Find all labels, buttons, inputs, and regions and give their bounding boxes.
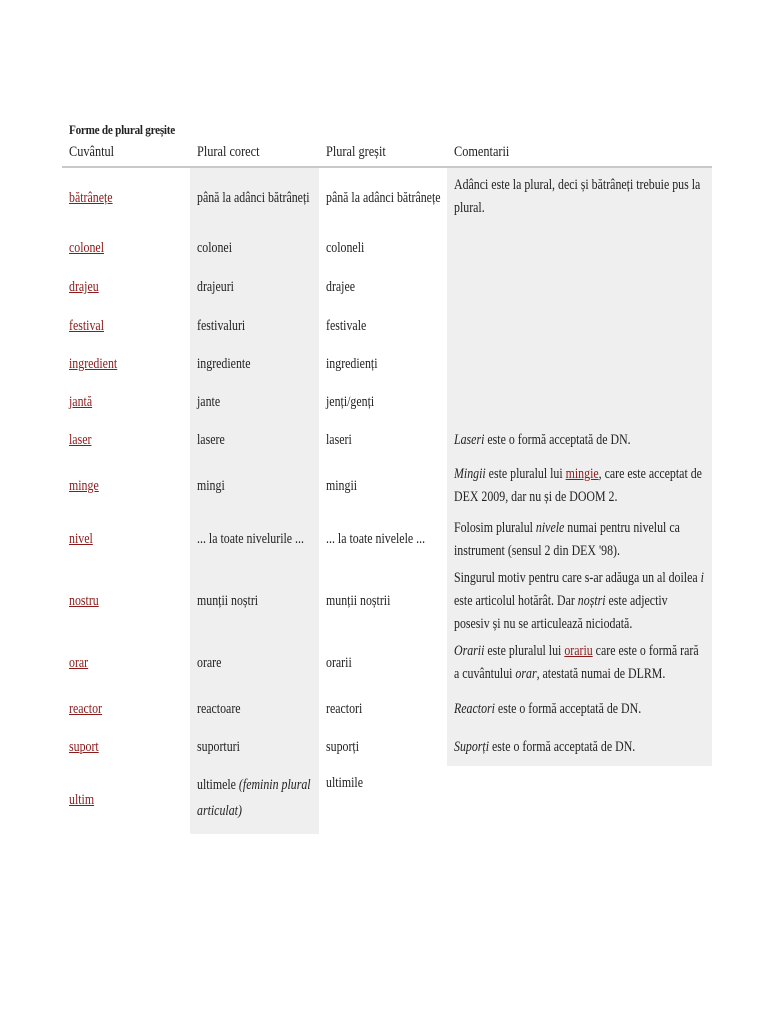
word-cell [62, 383, 190, 421]
page-content [62, 122, 712, 834]
table-row [62, 383, 712, 421]
correct-plural-cell: munții noștri [190, 566, 319, 636]
correct-plural-cell: colonei [190, 229, 319, 268]
table-row [62, 229, 712, 268]
header-comments: Comentarii [447, 140, 712, 167]
wrong-plural-cell: suporți [326, 738, 360, 755]
header-correct-plural: Plural corect [190, 140, 319, 167]
word-cell [62, 268, 190, 307]
word-link[interactable]: reactor [69, 700, 103, 717]
correct-plural-cell: ... la toate nivelurile ... [190, 513, 319, 566]
table-row [62, 421, 712, 459]
word-link[interactable]: minge [69, 477, 99, 494]
wrong-plural-cell: reactori [326, 700, 363, 717]
comment-cell: Suporți este o formă acceptată de DN. [447, 728, 712, 766]
comment-cell [447, 307, 712, 345]
wrong-plural-cell: coloneli [326, 240, 365, 256]
wrong-plural-cell: laseri [326, 431, 352, 448]
word-link[interactable]: nivel [69, 531, 93, 547]
wrong-plural-cell: festivale [326, 317, 367, 334]
word-link[interactable]: laser [69, 431, 92, 448]
table-row [62, 690, 712, 728]
wrong-plural-cell: munții noștrii [326, 592, 391, 609]
word-cell [62, 421, 190, 459]
comment-link[interactable]: mingie [565, 466, 599, 482]
word-link[interactable]: jantă [69, 393, 93, 410]
correct-plural-cell: reactoare [190, 690, 319, 728]
word-link[interactable]: orar [69, 654, 89, 671]
wrong-plural-cell: ... la toate nivelele ... [326, 531, 426, 547]
word-cell [62, 566, 190, 636]
comment-cell: Adânci este la plural, deci și bătrâneți trebuie pus la plural. [447, 167, 712, 229]
word-cell [62, 690, 190, 728]
word-cell [62, 636, 190, 690]
table-row [62, 728, 712, 766]
correct-plural-cell: ultimele (feminin plural articulat) [190, 766, 319, 834]
table-row [62, 766, 712, 834]
correct-plural-cell: orare [190, 636, 319, 690]
header-wrong-plural: Plural greșit [319, 140, 447, 167]
word-cell [62, 728, 190, 766]
correct-plural-cell: suporturi [190, 728, 319, 766]
table-row [62, 566, 712, 636]
table-row [62, 636, 712, 690]
word-link[interactable]: drajeu [69, 279, 99, 295]
word-cell [62, 459, 190, 513]
correct-plural-cell: mingi [190, 459, 319, 513]
word-cell [62, 229, 190, 268]
table-row [62, 167, 712, 229]
correct-plural-cell: jante [190, 383, 319, 421]
word-cell [62, 766, 190, 834]
word-link[interactable]: ingredient [69, 355, 118, 372]
word-link[interactable]: colonel [69, 240, 105, 256]
word-cell [62, 345, 190, 383]
correct-plural-cell: festivaluri [190, 307, 319, 345]
table-caption: Forme de plural greșite [69, 122, 175, 137]
header-word: Cuvântul [62, 140, 190, 167]
comment-cell [447, 229, 712, 268]
wrong-plural-cell: jenți/genți [326, 393, 375, 410]
comment-cell: Reactori este o formă acceptată de DN. [447, 690, 712, 728]
table-row [62, 268, 712, 307]
comment-cell: Mingii este pluralul lui mingie, care este acceptat de DEX 2009, dar nu și de DOOM 2. [447, 459, 712, 513]
word-cell [62, 513, 190, 566]
wrong-plural-cell: mingii [326, 477, 358, 494]
wrong-plural-cell: ingredienți [326, 355, 378, 372]
comment-link[interactable]: orariu [564, 643, 593, 659]
comment-cell [447, 268, 712, 307]
table-row [62, 345, 712, 383]
comment-cell: Orarii este pluralul lui orariu care este o formă rară a cuvântului orar, atestată numai de DLRM. [447, 636, 712, 690]
table-row [62, 307, 712, 345]
correct-plural-cell: ingrediente [190, 345, 319, 383]
wrong-plural-cell: până la adânci bătrânețe [326, 190, 441, 206]
correct-plural-cell: drajeuri [190, 268, 319, 307]
wrong-plural-cell: orarii [326, 654, 352, 671]
word-cell [62, 167, 190, 229]
word-link[interactable]: suport [69, 738, 99, 755]
table-row [62, 513, 712, 566]
word-link[interactable]: festival [69, 317, 105, 334]
comment-cell: Singurul motiv pentru care s-ar adăuga un al doilea i este articolul hotărât. Dar noștri este adjectiv posesiv și nu se articulează niciodată. [447, 566, 712, 636]
comment-cell: Folosim pluralul nivele numai pentru nivelul ca instrument (sensul 2 din DEX '98). [447, 513, 712, 566]
word-link[interactable]: bătrânețe [69, 190, 113, 206]
table-row [62, 459, 712, 513]
word-link[interactable]: nostru [69, 592, 99, 609]
comment-cell [447, 383, 712, 421]
correct-plural-cell: până la adânci bătrâneți [190, 167, 319, 229]
comment-cell [447, 345, 712, 383]
comment-cell: Laseri este o formă acceptată de DN. [447, 421, 712, 459]
plural-forms-table [62, 140, 712, 834]
word-cell [62, 307, 190, 345]
wrong-plural-cell: drajee [326, 279, 356, 295]
table-header-row [62, 140, 712, 167]
correct-plural-cell: lasere [190, 421, 319, 459]
comment-cell [447, 766, 712, 834]
wrong-plural-cell: ultimile [326, 775, 363, 791]
word-link[interactable]: ultim [69, 791, 95, 808]
